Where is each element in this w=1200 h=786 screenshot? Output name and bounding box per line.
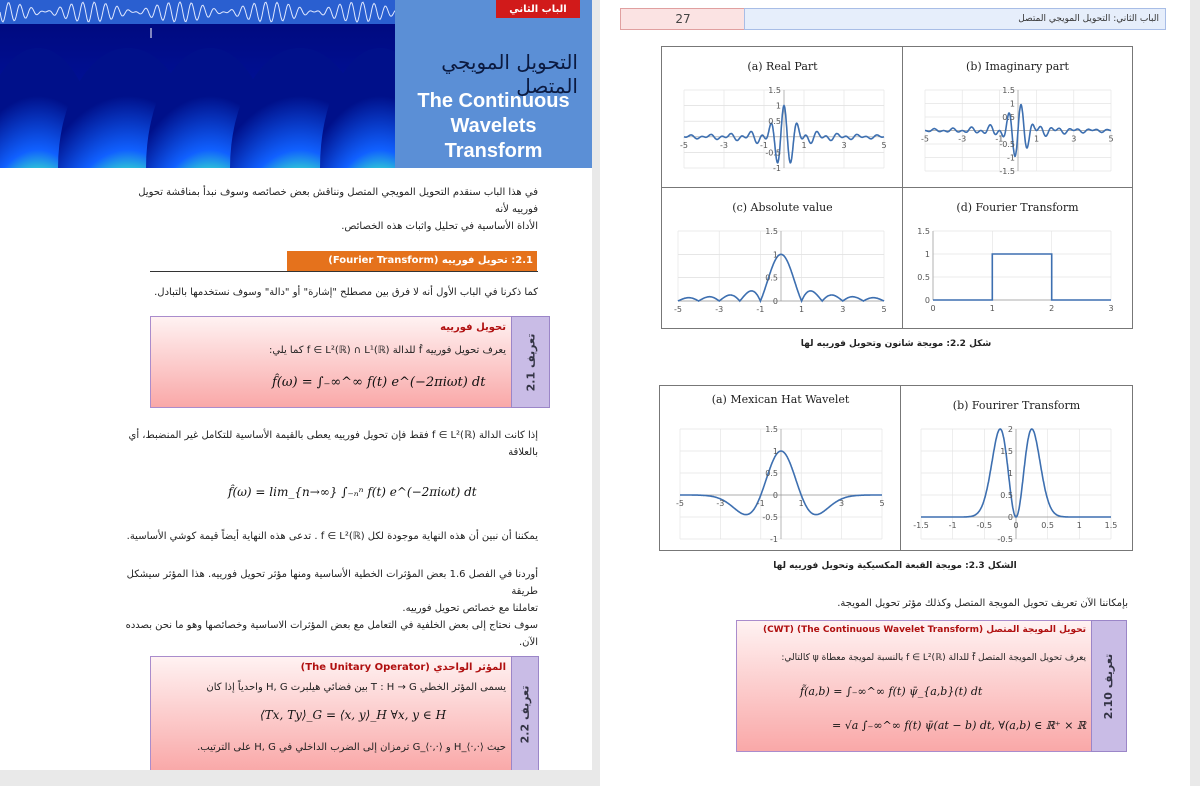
x-tick-label: -3: [720, 140, 728, 150]
x-tick-label: 2: [1049, 304, 1055, 313]
definition-2-10-formula-2: = √a ∫₋∞^∞ f(t) ψ̄(at − b) dt, ∀(a,b) ∈ ℝ⁺ × ℝ: [832, 719, 1087, 732]
paragraph-cwt-intro: بإمكاننا الآن تعريف تحويل المويجة المتصل وكذلك مؤثر تحويل المويجة.: [837, 598, 1128, 609]
x-tick-label: -1: [948, 521, 957, 530]
definition-2-10-text: يعرف تحويل المويجة المتصل f̃ للدالة f ∈ L²(ℝ) بالنسبة لمويجة معطاة ψ كالتالي:: [781, 653, 1086, 663]
y-tick-label: 1.5: [765, 425, 778, 434]
x-tick-label: 5: [881, 140, 887, 150]
chart-panel-a-real: [661, 46, 904, 189]
cover-image: [0, 0, 395, 168]
para4-line3: سوف نحتاج إلى بعض الخلفية في التعامل مع بعض المؤثرات الاساسية وخصائصها وهو ما نحن بصدده الآن.: [125, 620, 538, 648]
y-tick-label: -0.5: [762, 513, 778, 522]
x-tick-label: -5: [921, 134, 929, 144]
y-tick-label: 0: [772, 491, 778, 500]
section-rule: [150, 271, 538, 272]
x-tick-label: 5: [879, 499, 885, 508]
x-tick-label: 3: [840, 305, 846, 314]
figure-2-2-caption: شكل 2.2: مويجة شانون وتحويل فورييه لها: [800, 339, 992, 349]
x-tick-label: 1.5: [1104, 521, 1118, 530]
left-page: [0, 0, 592, 770]
y-tick-label: 1: [924, 250, 930, 259]
formula-limit: f̂(ω) = lim_{n→∞} ∫₋ₙⁿ f(t) e^(−2πiωt) dt: [228, 485, 477, 499]
y-tick-label: -1.5: [999, 167, 1015, 176]
x-tick-label: 5: [881, 305, 887, 314]
definition-2-2-text: يسمى المؤثر الخطي T : H → G بين فضائي هيلبرت H, G واحدياً إذا كان: [206, 682, 506, 693]
y-tick-label: 1: [772, 447, 778, 456]
y-tick-label: 1: [775, 101, 781, 111]
y-tick-label: 1: [1007, 469, 1013, 478]
x-tick-label: -1: [995, 134, 1004, 144]
y-tick-label: -1: [770, 535, 778, 544]
x-tick-label: 1: [801, 140, 807, 150]
x-tick-label: -3: [958, 134, 967, 144]
x-tick-label: -5: [680, 140, 688, 150]
title-panel: [395, 0, 592, 168]
y-tick-label: 0: [1007, 513, 1013, 522]
x-tick-label: 0.5: [1041, 521, 1055, 530]
y-tick-label: 0.5: [917, 273, 930, 282]
x-tick-label: -1: [756, 305, 765, 314]
x-tick-label: -1: [760, 140, 768, 150]
intro-paragraph: [118, 184, 538, 235]
chart-d-plot: [903, 188, 1132, 328]
chapter-tab: الباب الثاني: [496, 0, 580, 18]
definition-2-1-formula: f̂(ω) = ∫₋∞^∞ f(t) e^(−2πiωt) dt: [272, 375, 486, 390]
chart-e-plot: [660, 386, 901, 550]
definition-2-10-title: تحويل المويجة المتصل (The Continuous Wavelet Transform) (CWT): [762, 625, 1086, 635]
chart-panel-mexican-hat-fourier: [900, 385, 1133, 551]
paragraph-operators: [118, 566, 538, 651]
definition-2-1-title: تحويل فورييه: [440, 322, 506, 333]
title-en-line1: The Continuous: [417, 90, 570, 112]
intro-line2: الأداة الأساسية في تحليل واثبات هذه الخصائص.: [341, 221, 538, 232]
x-tick-label: 1: [989, 304, 995, 313]
y-tick-label: 1.5: [768, 86, 781, 95]
definition-2-10-formula-1: f̃(a,b) = ∫₋∞^∞ f(t) ψ̄_{a,b}(t) dt: [800, 685, 983, 698]
chart-f-plot: [901, 386, 1132, 550]
x-tick-label: 3: [839, 499, 845, 508]
x-tick-label: 3: [841, 140, 847, 150]
y-tick-label: -1: [773, 164, 781, 173]
chapter-title-english: [395, 89, 592, 164]
chart-c-title: (c) Absolute value: [732, 201, 833, 214]
intro-line1: في هذا الباب سنقدم التحويل المويجي المتصل ونناقش بعض خصائصه وسوف نبدأ بمناقشة تحويل فورييه لأنه: [138, 187, 538, 215]
page-number-box: 27: [620, 8, 746, 30]
x-tick-label: 0: [930, 304, 936, 313]
paragraph-principal-value: [118, 427, 538, 461]
definition-2-2-formula: ⟨Tx, Ty⟩_G = ⟨x, y⟩_H ∀x, y ∈ H: [260, 708, 447, 722]
right-page: [600, 0, 1190, 786]
chart-e-title: (a) Mexican Hat Wavelet: [711, 393, 850, 406]
chart-a-title: (a) Real Part: [747, 60, 818, 73]
title-en-line3: Transform: [444, 140, 543, 162]
chart-panel-c-abs: [661, 187, 904, 329]
x-tick-label: -1.5: [913, 521, 929, 530]
paragraph-cauchy: يمكننا أن نبين أن هذه النهاية موجودة لكل f ∈ L²(ℝ) . تدعى هذه النهاية أيضاً قيمة كوشي الأساسية.: [126, 531, 538, 542]
y-tick-label: -0.5: [999, 140, 1015, 149]
y-tick-label: 0.5: [1002, 113, 1015, 122]
y-tick-label: 0.5: [765, 469, 778, 478]
para2-line1: إذا كانت الدالة f ∈ L²(ℝ) فقط فإن تحويل فورييه يعطى بالقيمة الأساسية للتكامل غير المنضبط، أي: [128, 430, 538, 441]
chapter-title-arabic: التحويل المويجي المتصل: [441, 50, 578, 98]
y-tick-label: 1.5: [1002, 86, 1015, 95]
y-tick-label: -0.5: [997, 535, 1013, 544]
title-en-line2: Wavelets: [450, 115, 537, 137]
y-tick-label: -0.5: [765, 148, 781, 158]
chart-d-title: (d) Fourier Transform: [956, 201, 1079, 214]
x-tick-label: -3: [716, 499, 725, 508]
x-tick-label: 1: [799, 305, 805, 314]
chart-panel-mexican-hat: [659, 385, 902, 551]
x-tick-label: 1: [1034, 134, 1040, 144]
x-tick-label: -5: [674, 305, 682, 314]
chart-b-plot: [903, 47, 1132, 188]
x-tick-label: -3: [715, 305, 724, 314]
definition-tab-2-2: تعريف 2.2: [511, 656, 539, 770]
y-tick-label: 1.5: [765, 227, 778, 236]
y-tick-label: 0: [924, 296, 930, 305]
y-tick-label: 0.5: [1000, 491, 1013, 500]
definition-2-2-title: المؤثر الواحدي (The Unitary Operator): [300, 662, 506, 673]
x-tick-label: 3: [1108, 304, 1114, 313]
paragraph-terms: كما ذكرنا في الباب الأول أنه لا فرق بين مصطلح "إشارة" أو "دالة" وسوف نستخدمها بالتبادل.: [154, 287, 538, 298]
y-tick-label: -1: [1007, 153, 1015, 163]
y-tick-label: 1: [1009, 99, 1015, 109]
y-tick-label: 2: [1007, 425, 1013, 434]
x-tick-label: 3: [1071, 134, 1077, 144]
chart-panel-b-imag: [902, 46, 1133, 189]
chart-f-title: (b) Fourirer Transform: [952, 399, 1081, 412]
x-tick-label: 0: [1013, 521, 1019, 530]
y-tick-label: 0.5: [768, 117, 781, 127]
definition-tab-2-1: تعريف 2.1: [511, 316, 550, 408]
figure-2-3-caption: الشكل 2.3: مويجة القبعة المكسيكية وتحويل فورييه لها: [773, 561, 1017, 571]
x-tick-label: -1: [756, 499, 765, 508]
para2-line2: بالعلاقة: [508, 447, 538, 458]
chart-c-plot: [662, 188, 903, 328]
x-tick-label: -5: [676, 499, 684, 508]
y-tick-label: 1.5: [1000, 447, 1013, 456]
chart-b-title: (b) Imaginary part: [966, 60, 1069, 73]
para4-line2: تعاملنا مع خصائص تحويل فورييه.: [402, 603, 538, 614]
chart-panel-d-fourier: [902, 187, 1133, 329]
para4-line1: أوردنا في الفصل 1.6 بعض المؤثرات الخطية الأساسية ومنها مؤثر تحويل فورييه. هذا المؤثر سيشكل طريقة: [126, 569, 538, 597]
definition-tab-2-10: تعريف 2.10: [1091, 620, 1127, 752]
definition-2-1-text: يعرف تحويل فورييه f̂ للدالة f ∈ L²(ℝ) ∩ L¹(ℝ) كما يلي:: [268, 345, 506, 356]
x-tick-label: 5: [1108, 134, 1114, 144]
x-tick-label: 1: [798, 499, 804, 508]
y-tick-label: 1.5: [917, 227, 930, 236]
y-tick-label: 0.5: [765, 273, 778, 283]
x-tick-label: 1: [1076, 521, 1082, 530]
chart-a-plot: [662, 47, 903, 188]
y-tick-label: 1: [772, 250, 778, 260]
scalogram-graphic: [0, 0, 395, 168]
y-tick-label: 0: [772, 297, 778, 306]
section-heading: 2.1: تحويل فورييه (Fourier Transform): [287, 251, 537, 271]
running-header: الباب الثاني: التحويل المويجي المتصل: [744, 8, 1166, 30]
definition-2-2-note: حيث ⟨·,·⟩_H و ⟨·,·⟩_G ترمزان إلى الضرب الداخلي في H, G على الترتيب.: [197, 742, 506, 753]
x-tick-label: -0.5: [976, 521, 993, 530]
